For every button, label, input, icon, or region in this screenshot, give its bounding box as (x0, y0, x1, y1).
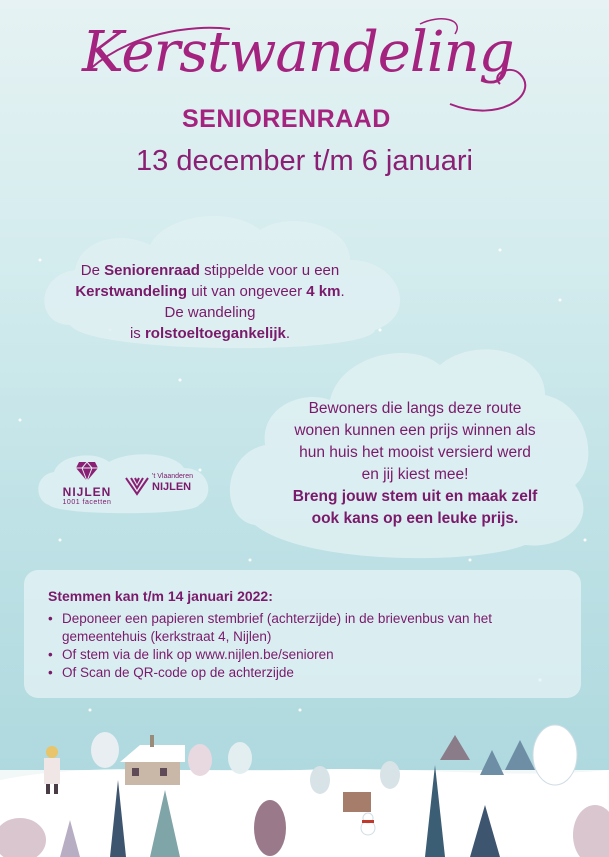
voting-deadline-heading: Stemmen kan t/m 14 januari 2022: (48, 588, 273, 604)
list-item: • Deponeer een papieren stembrief (achterzijde) in de brievenbus van het gemeentehuis (kerkstraat 4, Nijlen) (48, 610, 568, 646)
list-item: • Of Scan de QR-code op de achterzijde (48, 664, 568, 682)
info-cloud-contest (225, 335, 595, 565)
logos-cloud (34, 450, 214, 514)
list-item: • Of stem via de link op www.nijlen.be/senioren (48, 646, 568, 664)
voting-options-list (48, 610, 568, 682)
nijlen-logo: NIJLEN 1001 facetten (62, 460, 112, 506)
nijlen-diamond-icon (75, 460, 99, 482)
page-title: Kerstwandeling (82, 20, 514, 85)
partner-icon (124, 474, 150, 501)
winter-village-illustration (0, 720, 609, 857)
route-description: De Seniorenraad stippelde voor u een Kerstwandeling uit van ongeveer 4 km. De wandeling is rolstoeltoegankelijk. (75, 262, 345, 342)
voting-info-box (24, 570, 581, 698)
page-subtitle: SENIORENRAAD (182, 105, 391, 133)
event-dates: 13 december t/m 6 januari (136, 145, 473, 177)
partner-logo: 't Vlaanderen NIJLEN (152, 473, 194, 493)
contest-description: Bewoners die langs deze route wonen kunnen een prijs winnen als hun huis het mooist versierd werd en jij kiest mee! Breng jouw stem uit en maak zelf ook kans op een leuke prijs. (292, 400, 538, 527)
